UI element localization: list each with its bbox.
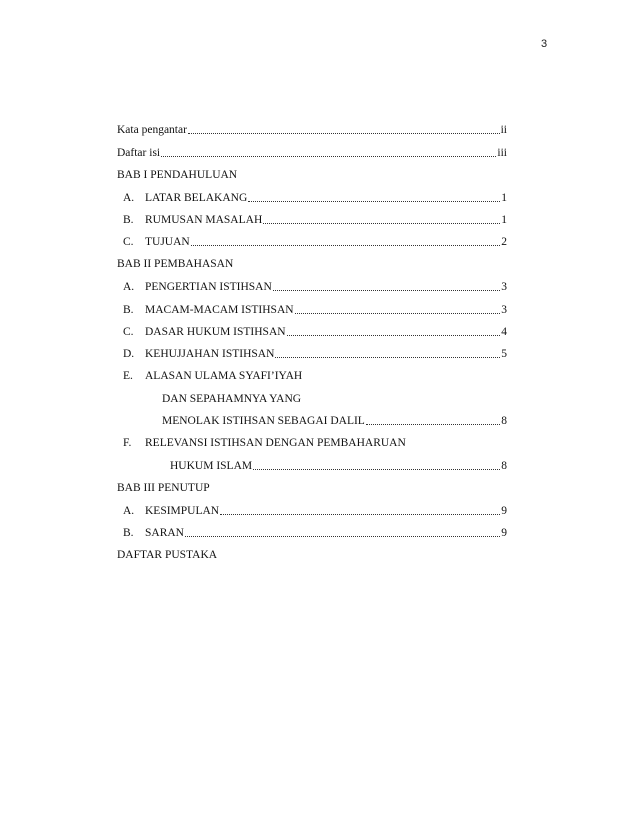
toc-entry-page: 9	[501, 505, 507, 518]
toc-entry-dasar-hukum-istihsan[interactable]	[117, 317, 507, 339]
toc-entry-title: LATAR BELAKANG	[145, 191, 248, 204]
toc-entry-marker: C.	[123, 236, 134, 249]
toc-entry-title: Kata pengantar	[117, 124, 187, 137]
table-of-contents	[117, 115, 507, 563]
toc-entry-marker: A.	[123, 505, 135, 518]
toc-entry-marker: A.	[123, 281, 135, 294]
toc-entry-marker: E.	[123, 370, 133, 383]
dot-leader	[185, 535, 500, 537]
toc-entry-title: SARAN	[145, 527, 184, 540]
page-number: 3	[541, 38, 548, 50]
dot-leader	[220, 513, 500, 515]
toc-entry-latar-belakang[interactable]	[117, 182, 507, 204]
toc-entry-page: 2	[501, 236, 507, 249]
dot-leader	[161, 155, 496, 157]
toc-entry-title: RELEVANSI ISTIHSAN DENGAN PEMBAHARUAN	[145, 437, 406, 450]
toc-entry-marker: D.	[123, 348, 135, 361]
toc-entry-tujuan[interactable]	[117, 227, 507, 249]
toc-entry-marker: C.	[123, 325, 134, 338]
dot-leader	[253, 468, 500, 470]
dot-leader	[188, 132, 500, 134]
toc-entry-daftar-pustaka[interactable]: DAFTAR PUSTAKA	[117, 549, 218, 562]
toc-entry-pengertian-istihsan[interactable]	[117, 272, 507, 294]
toc-entry-title: ALASAN ULAMA SYAFI’IYAH	[145, 370, 303, 383]
toc-entry-kehujjahan-istihsan[interactable]	[117, 339, 507, 361]
toc-entry-title: DASAR HUKUM ISTIHSAN	[145, 325, 286, 338]
toc-entry-title: MACAM-MACAM ISTIHSAN	[145, 303, 294, 316]
toc-entry-marker: B.	[123, 527, 134, 540]
toc-entry-title: RUMUSAN MASALAH	[145, 213, 263, 226]
toc-entry-page: iii	[497, 146, 507, 159]
toc-entry-alasan-ulama-line2[interactable]: DAN SEPAHAMNYA YANG	[162, 392, 302, 405]
toc-chapter-bab3[interactable]: BAB III PENUTUP	[117, 482, 210, 495]
toc-entry-marker: B.	[123, 213, 134, 226]
dot-leader	[287, 334, 501, 336]
dot-leader	[273, 289, 500, 291]
toc-entry-alasan-ulama-line3[interactable]	[117, 406, 507, 428]
toc-entry-title: KEHUJJAHAN ISTIHSAN	[145, 348, 275, 361]
dot-leader	[191, 244, 501, 246]
toc-entry-page: 9	[501, 527, 507, 540]
toc-entry-relevansi-line1[interactable]	[117, 428, 507, 450]
toc-entry-marker: F.	[123, 437, 132, 450]
toc-entry-title: HUKUM ISLAM	[170, 460, 253, 473]
toc-entry-page: 1	[501, 213, 507, 226]
dot-leader	[248, 200, 500, 202]
toc-entry-title: PENGERTIAN ISTIHSAN	[145, 281, 272, 294]
toc-entry-page: 5	[501, 348, 507, 361]
toc-entry-title: KESIMPULAN	[145, 505, 220, 518]
toc-entry-kata-pengantar[interactable]	[117, 115, 507, 137]
toc-entry-title: MENOLAK ISTIHSAN SEBAGAI DALIL	[162, 415, 365, 428]
toc-entry-rumusan-masalah[interactable]	[117, 205, 507, 227]
dot-leader	[275, 356, 500, 358]
dot-leader	[263, 222, 500, 224]
toc-entry-page: 1	[501, 191, 507, 204]
toc-entry-page: 8	[501, 415, 507, 428]
dot-leader	[366, 423, 500, 425]
toc-chapter-bab1[interactable]: BAB I PENDAHULUAN	[117, 168, 238, 181]
toc-entry-marker: B.	[123, 303, 134, 316]
toc-entry-macam-macam-istihsan[interactable]	[117, 294, 507, 316]
toc-entry-relevansi-line2[interactable]	[117, 451, 507, 473]
toc-entry-page: 4	[501, 325, 507, 338]
toc-chapter-bab2[interactable]: BAB II PEMBAHASAN	[117, 258, 234, 271]
toc-entry-alasan-ulama-line1[interactable]	[117, 361, 507, 383]
toc-entry-saran[interactable]	[117, 518, 507, 540]
toc-entry-page: ii	[500, 124, 507, 137]
dot-leader	[295, 312, 501, 314]
toc-entry-marker: A.	[123, 191, 135, 204]
toc-entry-daftar-isi[interactable]	[117, 137, 507, 159]
toc-entry-kesimpulan[interactable]	[117, 496, 507, 518]
toc-entry-page: 8	[501, 460, 507, 473]
toc-entry-page: 3	[501, 303, 507, 316]
toc-entry-title: Daftar isi	[117, 146, 161, 159]
toc-entry-page: 3	[501, 281, 507, 294]
toc-entry-title: TUJUAN	[145, 236, 190, 249]
